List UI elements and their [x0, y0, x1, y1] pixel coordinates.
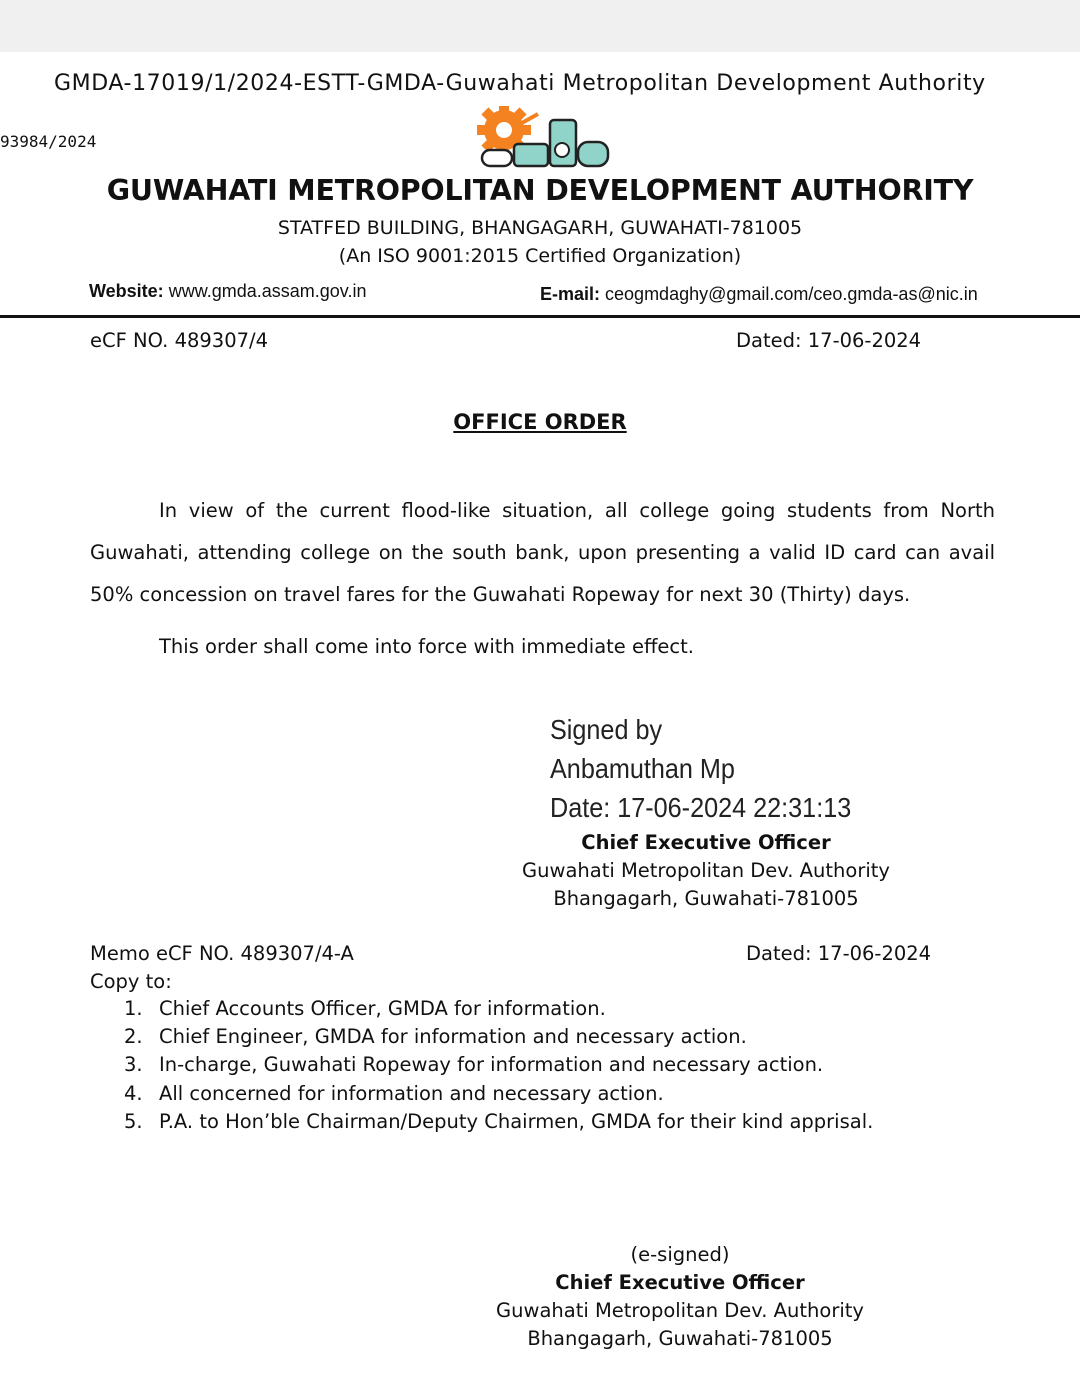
website-line — [89, 281, 366, 302]
ecf-number: eCF NO. 489307/4 — [90, 329, 268, 352]
effect-paragraph: This order shall come into force with immediate effect. — [159, 635, 694, 658]
list-text: P.A. to Hon’ble Chairman/Deputy Chairmen, GMDA for their kind apprisal. — [159, 1109, 874, 1133]
list-item — [124, 1110, 873, 1138]
list-number: 1. — [124, 997, 143, 1020]
organization-name: GUWAHATI METROPOLITAN DEVELOPMENT AUTHORITY — [106, 174, 974, 207]
list-text: Chief Engineer, GMDA for information and necessary action. — [159, 1025, 747, 1049]
list-item — [124, 1053, 873, 1081]
gmda-logo-icon — [474, 106, 614, 172]
copy-to-list — [124, 997, 873, 1138]
signatory-organization: Guwahati Metropolitan Dev. Authority — [522, 859, 890, 882]
signatory-designation: Chief Executive Officer — [581, 831, 831, 854]
list-text: Chief Accounts Officer, GMDA for information. — [159, 997, 606, 1020]
list-text: All concerned for information and necessary action. — [159, 1081, 664, 1105]
signature-signed-by: Signed by — [550, 714, 663, 745]
order-date: Dated: 17-06-2024 — [736, 329, 922, 352]
document-title: OFFICE ORDER — [453, 410, 627, 434]
list-number: 4. — [124, 1081, 143, 1105]
website-label: Website: — [89, 281, 164, 301]
signature-date: Date: 17-06-2024 22:31:13 — [550, 792, 852, 823]
email-line — [540, 284, 978, 305]
signature-name: Anbamuthan Mp — [550, 753, 735, 784]
header-divider — [0, 315, 1080, 318]
order-paragraph: In view of the current flood-like situation, all college going students from North Guwahati, attending college on the south bank, upon presenting a valid ID card can avail 50% concession on travel fares for the Guwahati Ropeway for next 30 (Thirty) days. — [90, 499, 995, 606]
list-number: 3. — [124, 1053, 143, 1077]
email-link[interactable]: ceogmdaghy@gmail.com/ceo.gmda-as@nic.in — [605, 284, 978, 304]
esign-organization: Guwahati Metropolitan Dev. Authority — [496, 1299, 864, 1322]
email-label: E-mail: — [540, 284, 601, 304]
list-item — [124, 1025, 873, 1053]
list-item — [124, 997, 873, 1025]
copy-to-label: Copy to: — [90, 970, 172, 993]
list-number: 5. — [124, 1109, 143, 1133]
website-link[interactable]: www.gmda.assam.gov.in — [168, 281, 367, 301]
list-text: In-charge, Guwahati Ropeway for information and necessary action. — [159, 1053, 824, 1077]
esigned-note: (e-signed) — [630, 1243, 730, 1266]
esign-designation: Chief Executive Officer — [555, 1271, 805, 1294]
receipt-number: 93984/2024 — [0, 132, 97, 151]
organization-address: STATFED BUILDING, BHANGAGARH, GUWAHATI-781005 — [277, 217, 803, 239]
signatory-address: Bhangagarh, Guwahati-781005 — [553, 887, 859, 910]
memo-date: Dated: 17-06-2024 — [746, 942, 932, 965]
file-reference: GMDA-17019/1/2024-ESTT-GMDA-Guwahati Metropolitan Development Authority — [54, 71, 986, 96]
certification-line: (An ISO 9001:2015 Certified Organization) — [338, 245, 742, 267]
esign-address: Bhangagarh, Guwahati-781005 — [527, 1327, 833, 1350]
list-number: 2. — [124, 1025, 143, 1049]
memo-number: Memo eCF NO. 489307/4-A — [90, 942, 354, 965]
top-bar — [0, 0, 1080, 52]
list-item — [124, 1082, 873, 1110]
